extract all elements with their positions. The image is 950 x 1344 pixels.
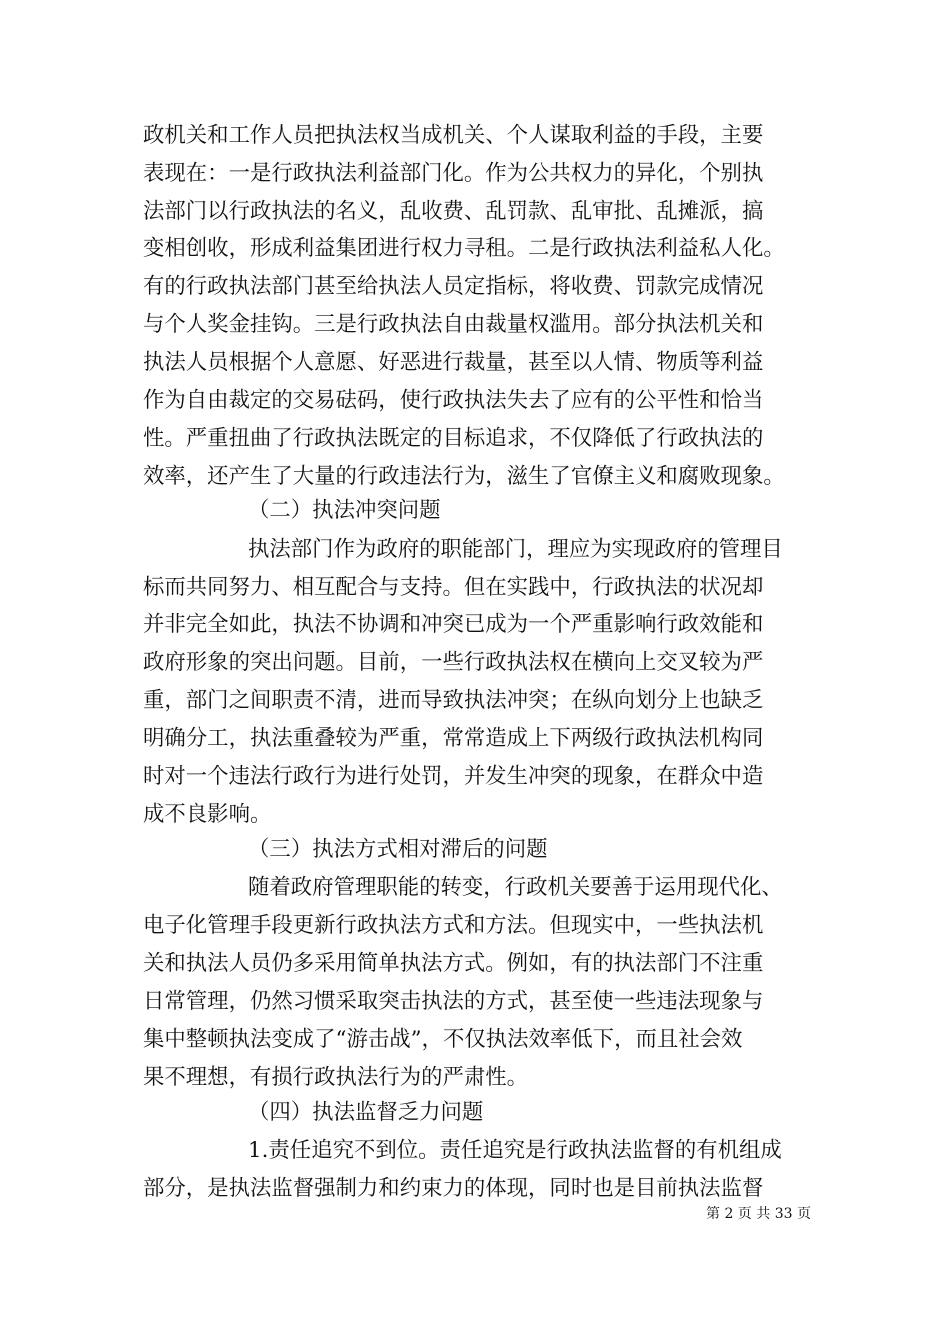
text-line: 日常管理，仍然习惯采取突击执法的方式，甚至使一些违法现象与 [143,989,764,1014]
text-line: 关和执法人员仍多采用简单执法方式。例如，有的执法部门不注重 [143,951,764,976]
text-line: 性。严重扭曲了行政执法既定的目标追求，不仅降低了行政执法的 [143,426,764,451]
text-line: 随着政府管理职能的转变，行政机关要善于运用现代化、 [248,875,783,900]
text-line: 成不良影响。 [143,802,272,827]
text-line: 表现在：一是行政执法利益部门化。作为公共权力的异化，个别执 [143,161,764,186]
text-line: 政府形象的突出问题。目前，一些行政执法权在横向上交叉较为严 [143,650,764,675]
text-line: 明确分工，执法重叠较为严重，常常造成上下两级行政执法机构同 [143,726,764,751]
section-heading: （三）执法方式相对滞后的问题 [248,837,548,862]
text-line: 并非完全如此，执法不协调和冲突已成为一个严重影响行政效能和 [143,612,764,637]
text-line: 政机关和工作人员把执法权当成机关、个人谋取利益的手段，主要 [143,123,764,148]
text-line: 效率，还产生了大量的行政违法行为，滋生了官僚主义和腐败现象。 [143,464,785,489]
text-line: 集中整顿执法变成了“游击战”，不仅执法效率低下，而且社会效 [143,1027,743,1052]
text-line: 部分，是执法监督强制力和约束力的体现，同时也是目前执法监督 [143,1176,764,1201]
text-line: 1.责任追究不到位。责任追究是行政执法监督的有机组成 [248,1138,782,1163]
text-line: 时对一个违法行政行为进行处罚，并发生冲突的现象，在群众中造 [143,764,764,789]
text-line: 重，部门之间职责不清，进而导致执法冲突；在纵向划分上也缺乏 [143,688,764,713]
section-heading: （四）执法监督乏力问题 [248,1100,484,1125]
text-line: 变相创收，形成利益集团进行权力寻租。二是行政执法利益私人化。 [143,236,785,261]
text-line: 电子化管理手段更新行政执法方式和方法。但现实中，一些执法机 [143,913,764,938]
section-heading: （二）执法冲突问题 [248,498,441,523]
page-number: 第 2 页 共 33 页 [706,1206,811,1222]
text-line: 果不理想，有损行政执法行为的严肃性。 [143,1065,529,1090]
text-line: 与个人奖金挂钩。三是行政执法自由裁量权滥用。部分执法机关和 [143,312,764,337]
text-line: 执法人员根据个人意愿、好恶进行裁量，甚至以人情、物质等利益 [143,350,764,375]
text-line: 执法部门作为政府的职能部门，理应为实现政府的管理目 [248,537,783,562]
text-line: 标而共同努力、相互配合与支持。但在实践中，行政执法的状况却 [143,575,764,600]
text-line: 法部门以行政执法的名义，乱收费、乱罚款、乱审批、乱摊派，搞 [143,199,764,224]
text-line: 有的行政执法部门甚至给执法人员定指标，将收费、罚款完成情况 [143,274,764,299]
text-line: 作为自由裁定的交易砝码，使行政执法失去了应有的公平性和恰当 [143,388,764,413]
